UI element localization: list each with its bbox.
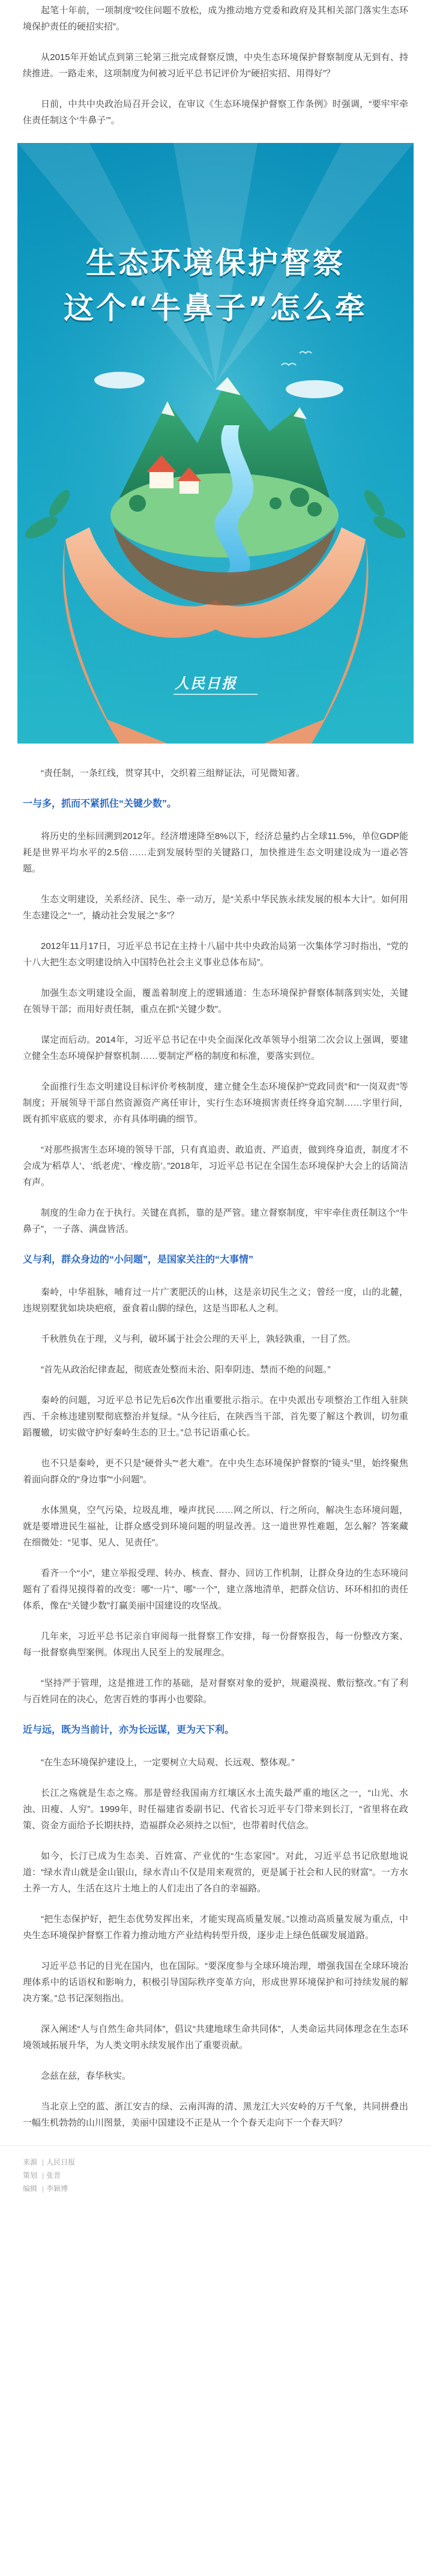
body-paragraph: “对那些损害生态环境的领导干部，只有真追责、敢追责、严追责，做到终身追责，制度才不会成为‘稻草人’、‘纸老虎’、‘橡皮筋’。”2018年，习近平总书记在全国生态环境保护大会上的话简洁有声。	[23, 1145, 408, 1187]
body-paragraph: 加强生态文明建设全面，覆盖着制度上的逻辑通道：生态环境保护督察体制落到实处，关键在领导干部；而用好责任制，重点在抓“关键少数”。	[23, 988, 408, 1014]
editor-label: 编辑	[23, 2184, 38, 2193]
body-paragraph: 生态文明建设，关系经济、民生、牵一动万，是“关系中华民族永续发展的根本大计”。如何用生态建设之“一”，撬动社会发展之“多”？	[23, 894, 408, 921]
body-paragraph: 也不只是秦岭，更不只是“硬骨头”“老大难”。在中央生态环境保护督察的“镜头”里，始终聚焦着面向群众的“身边事”“小问题”。	[23, 1458, 408, 1485]
section-heading: 一与多，抓而不紧抓住“关键少数”。	[23, 799, 177, 809]
body-paragraph: 看齐一个“小”，建立举报受理、转办、核查、督办、回访工作机制，让群众身边的生态环境问题有了看得见摸得着的改变：哪“一片”、哪“一个”，建立落地清单，把群众信访、环环相扣的责任体系，像在“关键少数”打赢美丽中国建设的攻坚战。	[23, 1568, 408, 1611]
source-line	[23, 2156, 408, 2169]
intro-block	[0, 0, 431, 129]
intro-paragraph: 日前，中共中央政治局召开会议，在审议《生态环境保护督察工作条例》时强调，“要牢牢牵住责任制这个‘牛鼻子’”。	[23, 99, 408, 126]
body-paragraph: “坚持严于管理，这是推进工作的基础，是对督察对象的爱护，规避漠视、敷衍整改。”有了利与百姓同在的决心，危害百姓的事再小也要除。	[23, 1678, 408, 1705]
hero-title-line1: 生态环境保护督察	[86, 246, 345, 280]
separator: |	[42, 2158, 44, 2166]
editor-value: 张晋	[46, 2171, 61, 2180]
body-paragraph: 秦岭，中华祖脉，哺育过一片广袤肥沃的山林，这是亲切民生之义；曾经一度，山的北麓，违规别墅犹如块块疤痕，蚕食着山脚的绿色，这是当即私人之利。	[23, 1287, 408, 1314]
body-paragraph: 习近平总书记的目光在国内，也在国际。“要深度参与全球环境治理，增强我国在全球环境治理体系中的话语权和影响力，积极引导国际秩序变革方向，形成世界环境保护和可持续发展的解决方案。”总书记深刻指出。	[23, 1961, 408, 2004]
hero-artwork	[17, 143, 414, 744]
body-paragraph: “首先从政治纪律查起，彻底查处整而未治、阳奉阴违、禁而不绝的问题。”	[41, 1365, 331, 1375]
separator: |	[42, 2171, 44, 2180]
section-heading: 近与远，既为当前计，亦为长远谋，更为天下利。	[23, 1725, 235, 1735]
body-paragraph: 千秋胜负在于理，义与利，破坏属于社会公理的天平上，孰轻孰重，一目了然。	[41, 1334, 357, 1344]
section-three	[0, 1722, 431, 2131]
section-one	[0, 796, 431, 1237]
body-paragraph: 几年来，习近平总书记亲自审阅每一批督察工作安排，每一份督察报告，每一份整改方案、每一批督察典型案例。体现出人民至上的发展理念。	[23, 1631, 408, 1658]
body-paragraph: “把生态保护好，把生态优势发挥出来，才能实现高质量发展。”以推动高质量发展为重点，中央生态环境保护督察工作着力推动地方产业结构转型升级，逐步走上绿色低碳发展道路。	[23, 1914, 408, 1941]
source-label: 来源	[23, 2158, 38, 2166]
body-paragraph: 制度的生命力在于执行。关键在真抓，靠的是严管。建立督察制度，牢牢牵住责任制这个“牛鼻子”，一子落、满盘皆活。	[23, 1208, 408, 1234]
article-footer	[0, 2145, 431, 2195]
editor-label: 策划	[23, 2171, 38, 2180]
body-paragraph: “在生态环境保护建设上，一定要树立大局观、长远观、整体观。”	[41, 1757, 295, 1768]
body-paragraph: 念兹在兹，春华秋实。	[41, 2071, 131, 2081]
newspaper-logo: 人民日报	[175, 674, 237, 692]
body-paragraph: 深入阐述“人与自然生命共同体”，倡议“共建地球生命共同体”，人类命运共同体理念在生态环境领域拓展升华，为人类文明永续发展作出了重要贡献。	[23, 2024, 408, 2050]
body-paragraph: 水体黑臭，空气污染，垃圾乱堆，噪声扰民……网之所以、行之所向，解决生态环境问题，就是要增进民生福祉，让群众感受到环境问题的明显改善。这一道世界性难题，怎么解？答案藏在细微处：“见事、见人、见责任”。	[23, 1505, 408, 1548]
intro-paragraph: 从2015年开始试点到第三轮第三批完成督察反馈，中央生态环境保护督察制度从无到有、持续推进。一路走来，这项制度为何被习近平总书记评价为“硬招实招、用得好”？	[23, 52, 408, 79]
editor-line	[23, 2182, 408, 2195]
body-paragraph: 谋定而后动。2014年，习近平总书记在中央全面深化改革领导小组第二次会议上强调，要建立健全生态环境保护督察机制……要制定严格的制度和标准，要落实到位。	[23, 1035, 408, 1061]
body-paragraph: 2012年11月17日，习近平总书记在主持十八届中共中央政治局第一次集体学习时指出，“党的十八大把生态文明建设纳入中国特色社会主义事业总体布局”。	[23, 941, 408, 968]
body-paragraph: 将历史的坐标回溯到2012年。经济增速降至8%以下，经济总量约占全球11.5%，单位GDP能耗是世界平均水平的2.5倍……走到发展转型的关键路口，加快推进生态文明建设成为一道必答题。	[23, 831, 408, 874]
lead-paragraph: “责任制，一条红线，贯穿其中，交织着三组辩证法，可见微知著。	[41, 768, 305, 778]
separator: |	[42, 2184, 44, 2193]
body-paragraph: 长江之殇就是生态之殇。那是曾经我国南方红壤区水土流失最严重的地区之一，“山光、水浊、田瘦、人穷”。1999年，时任福建省委副书记、代省长习近平专门带来到长汀，“省里将在政策、资金方面给予长期扶持，造福群众必须持之以恒”，也带着时代信念。	[23, 1788, 408, 1831]
editor-value: 李颖博	[46, 2184, 68, 2193]
body-paragraph: 全面推行生态文明建设目标评价考核制度，建立健全生态环境保护“党政同责”和“一岗双责”等制度；开展领导干部自然资源资产离任审计，实行生态环境损害责任终身追究制……字里行间，既有抓牢底底的要求，亦有具体明确的细节。	[23, 1082, 408, 1124]
intro-paragraph: 起笔十年前，一项制度“咬住问题不放松，成为推动地方党委和政府及其相关部门落实生态环境保护责任的硬招实招”。	[23, 5, 408, 32]
editor-line	[23, 2169, 408, 2182]
section-two	[0, 1252, 431, 1661]
section-heading: 义与利，群众身边的“小问题”，是国家关注的“大事情”	[23, 1255, 254, 1265]
hero-title-line2: 这个“牛鼻子”怎么牵	[64, 291, 367, 326]
hero-illustration	[17, 143, 414, 744]
source-value: 人民日报	[46, 2158, 76, 2166]
body-paragraph: 秦岭的问题，习近平总书记先后6次作出重要批示指示。在中央派出专项整治工作组入驻陕西、千余栋违建别墅彻底整治并复绿。“从今往后，在陕西当干部，首先要了解这个教训，切勿重蹈覆辙，切实做守护好秦岭生态的卫士。”总书记语重心长。	[23, 1395, 408, 1438]
body-paragraph: 当北京上空的蓝、浙江安吉的绿、云南洱海的清、黑龙江大兴安岭的万千气象，共同拼叠出一幅生机勃勃的山川图景，美丽中国建设不正是从一个个春天走向下一个春天吗？	[23, 2102, 408, 2128]
body-paragraph: 如今，长汀已成为生态美、百姓富、产业优的“生态家园”。对此，习近平总书记欣慰地说道：“绿水青山就是金山银山，绿水青山不仅是用来观赏的，更是属于社会和人民的财富”。一方水土养一方人，生活在这片土地上的人们走出了各自的幸福路。	[23, 1851, 408, 1894]
